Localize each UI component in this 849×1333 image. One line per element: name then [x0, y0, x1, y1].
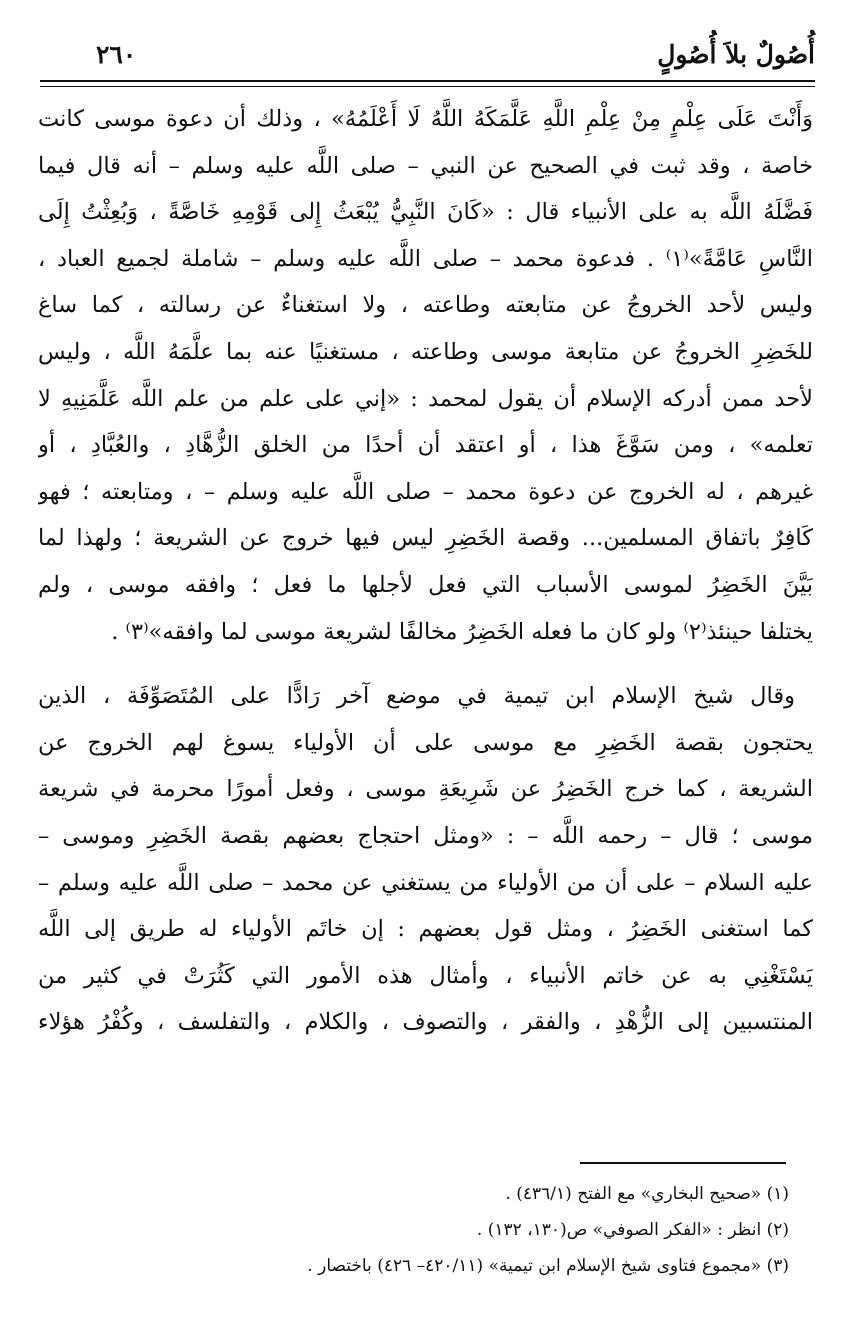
text-line: الشريعة ، كما خرج الخَضِرُ عن شَرِيعَةِ موسى ، وفعل أمورًا محرمة في شريعة: [38, 776, 813, 803]
text-line: عليه السلام – على أن من الأولياء من يستغني عن محمد – صلى اللَّه عليه وسلم –: [38, 869, 813, 896]
text-line: النَّاسِ عَامَّةً»⁽١⁾ . فدعوة محمد – صلى اللَّه عليه وسلم – شاملة لجميع العباد ،: [38, 245, 813, 272]
page-header: [40, 38, 815, 78]
text-line: خاصة ، وقد ثبت في الصحيح عن النبي – صلى اللَّه عليه وسلم – أنه قال فيما: [38, 152, 813, 179]
text-line: كما استغنى الخَضِرُ ، ومثل قول بعضهم : إن خاتَم الأولياء له طريق إلى اللَّه: [38, 916, 813, 943]
text-line: وليس لأحد الخروجُ عن متابعته وطاعته ، ولا استغناءٌ عن رسالته ، كما ساغ: [38, 292, 813, 319]
text-line: يحتجون بقصة الخَضِرِ مع موسى على أن الأولياء يسوغ لهم الخروج عن: [38, 729, 813, 756]
text-line: فَضَّلَهُ اللَّه به على الأنبياء قال : «كَانَ النَّبِيُّ يُبْعَثُ إِلى قَوْمِهِ خَاصَّةً ، وَبُعِثْتُ إِلَى: [38, 199, 813, 226]
text-line: بَيَّنَ الخَضِرُ لموسى الأسباب التي فعل لأجلها ما فعل ؛ وافقه موسى ، ولم: [38, 571, 813, 598]
text-line: يختلفا حينئذ⁽٢⁾ ولو كان ما فعله الخَضِرُ مخالفًا لشريعة موسى لما وافقه»⁽٣⁾ .: [111, 618, 813, 645]
header-rule-thick: [40, 80, 815, 82]
text-line: غيرهم ، له الخروج عن دعوة محمد – صلى اللَّه عليه وسلم – ، ومتابعته ؛ فهو: [38, 478, 813, 505]
header-rule-thin: [40, 86, 815, 87]
footnote-2: (٢) انظر : «الفكر الصوفي» ص(١٣٠، ١٣٢) .: [476, 1220, 789, 1240]
page-number: ٢٦٠: [96, 40, 137, 69]
footnotes: [60, 1176, 789, 1284]
footnote-3: (٣) «مجموع فتاوى شيخ الإسلام ابن تيمية» (٤٢٠/١١– ٤٢٦) باختصار .: [307, 1256, 789, 1276]
footnote-separator: [580, 1162, 786, 1164]
text-line: وقال شيخ الإسلام ابن تيمية في موضع آخر رَادًّا على المُتَصَوِّفَة ، الذين: [38, 683, 795, 710]
running-title: أُصُولٌ بلاَ أُصُولٍ: [657, 40, 815, 69]
text-line: للخَضِرِ الخروجُ عن متابعة موسى وطاعته ، مستغنيًا عنه بما علَّمَهُ اللَّه ، وليس: [38, 338, 813, 365]
main-text: [38, 96, 813, 1046]
paragraph-gap: [38, 655, 813, 673]
text-line: المنتسبين إلى الزُّهْدِ ، والفقر ، والتصوف ، والكلام ، والتفلسف ، وكُفْرُ هؤلاء: [38, 1009, 813, 1036]
text-line: كَافِرٌ باتفاق المسلمين... وقصة الخَضِرِ ليس فيها خروج عن الشريعة ؛ ولهذا لما: [38, 525, 813, 552]
text-line: موسى ؛ قال – رحمه اللَّه – : «ومثل احتجاج بعضهم بقصة الخَضِرِ وموسى –: [38, 822, 813, 849]
text-line: يَسْتَغْنِي به عن خاتم الأنبياء ، وأمثال هذه الأمور التي كَثُرَتْ في كثير من: [38, 962, 813, 989]
text-line: وَأَنْتَ عَلَى عِلْمٍ مِنْ عِلْمِ اللَّهِ عَلَّمَكَهُ اللَّهُ لَا أَعْلَمُهُ» ، وذلك أن دعوة موسى كانت: [38, 106, 813, 132]
text-line: لأحد ممن أدركه الإسلام أن يقول لمحمد : «إني على علم من علم اللَّه عَلَّمَنِيهِ لا: [38, 385, 813, 412]
footnote-1: (١) «صحيح البخاري» مع الفتح (٤٣٦/١) .: [505, 1184, 789, 1204]
text-line: تعلمه» ، ومن سَوَّغَ هذا ، أو اعتقد أن أحدًا من الخلق الزُّهَّادِ ، والعُبَّادِ ، أو: [38, 432, 813, 459]
